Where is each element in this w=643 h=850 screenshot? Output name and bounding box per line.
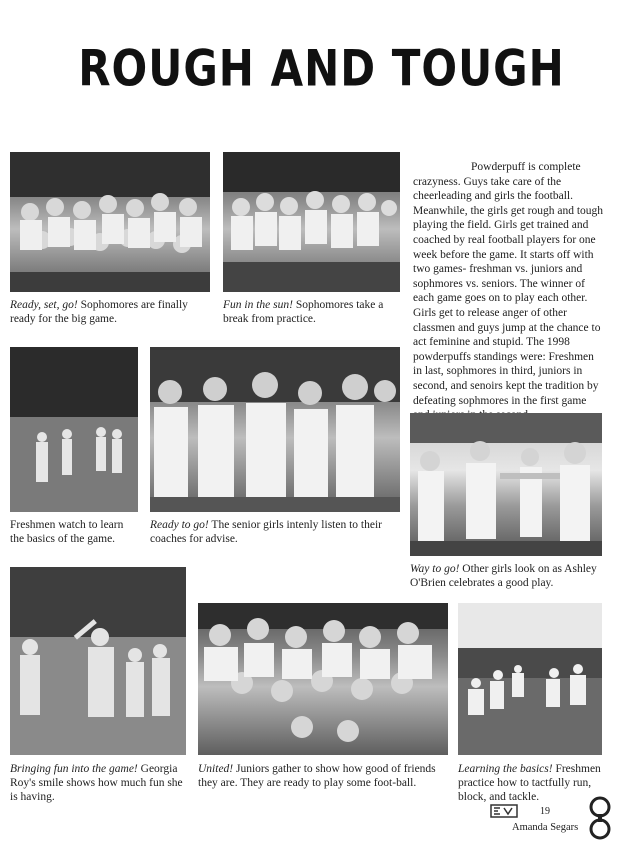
page-number: 19 bbox=[540, 806, 550, 817]
article-body: Powderpuff is complete crazyness. Guys take care of the cheerleading and girls the football. Meanwhile, the girls get rough and tough playing the field. Girls get trained and coached by real football players for one week before the game. It starts off with two games- freshman vs. juniors and sophmores vs. seniors. The winner of each game goes on to play each other. Girls get to release anger of other classmen and guys jump at the chance to act feminine and stupid. The 1998 powderpuffs standings were: Freshmen in last, sophmores in third, juniors in second, and senoirs kept the tradition by defeating sophmores in the first game bbox=[413, 161, 604, 407]
photo-juniors-united bbox=[198, 603, 448, 755]
caption-bringing-fun: Bringing fun into the game! Georgia Roy's smile shows how much fun she is having. bbox=[10, 763, 183, 803]
caption-ready-set-go: Ready, set, go! Sophomores are finally ready for the big game. bbox=[10, 299, 188, 325]
photo-freshmen-watch bbox=[10, 347, 138, 512]
photo-sophomores-break bbox=[223, 152, 400, 292]
caption-freshmen-watch: Freshmen watch to learn the basics of the game. bbox=[10, 519, 124, 545]
photo-georgia-roy bbox=[10, 567, 186, 755]
caption-ready-to-go: Ready to go! The senior girls intenly listen to their coaches for advise. bbox=[150, 519, 382, 545]
school-logo-icon bbox=[490, 803, 518, 819]
page-credit: Amanda Segars bbox=[512, 822, 579, 833]
photo-sophomores-group bbox=[10, 152, 210, 292]
caption-way-to-go: Way to go! Other girls look on as Ashley O'Brien celebrates a good play. bbox=[410, 563, 597, 589]
key-icon bbox=[586, 796, 614, 840]
caption-learning-the-basics: Learning the basics! Freshmen practice how to tactfully run, block, and tackle. bbox=[458, 763, 601, 803]
page-title: ROUGH AND TOUGH bbox=[78, 39, 565, 98]
photo-freshmen-practice bbox=[458, 603, 602, 755]
caption-united: United! Juniors gather to show how good of friends they are. They are ready to play some foot-ball. bbox=[198, 763, 436, 789]
photo-ashley-obrien bbox=[410, 413, 602, 556]
photo-senior-girls bbox=[150, 347, 400, 512]
caption-fun-in-the-sun: Fun in the sun! Sophomores take a break from practice. bbox=[223, 299, 384, 325]
